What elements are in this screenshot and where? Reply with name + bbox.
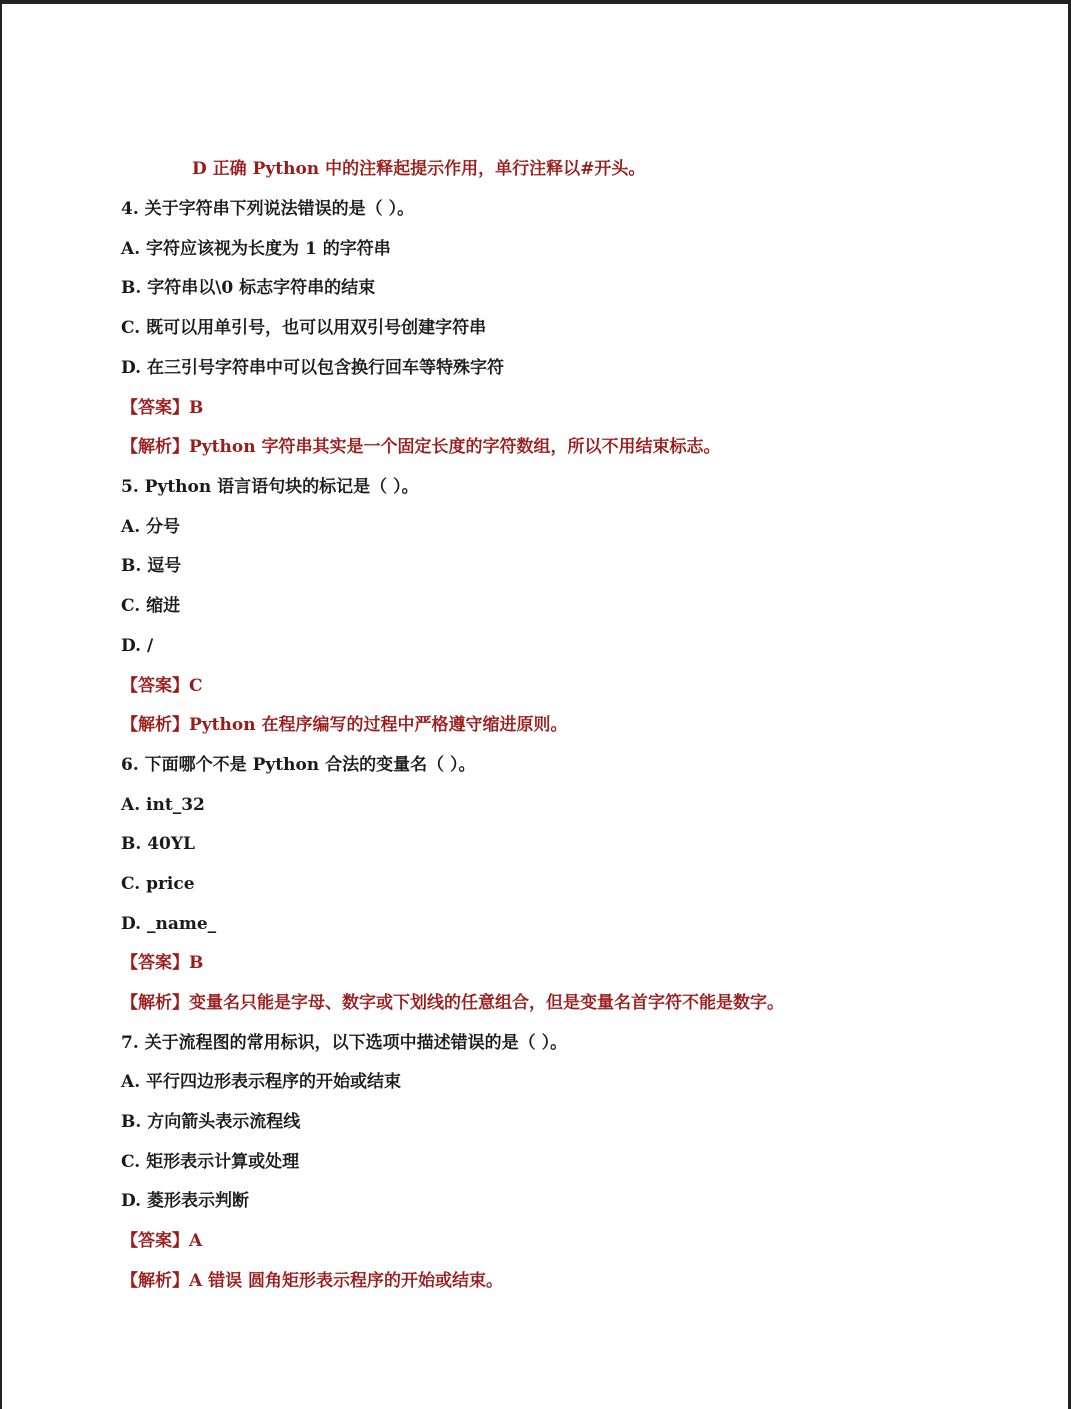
q6-option-d: D. _name_ (121, 914, 217, 934)
q4-option-b: B. 字符串以\0 标志字符串的结束 (121, 278, 376, 298)
question-7: 7. 关于流程图的常用标识，以下选项中描述错误的是（ ）。 (121, 1033, 568, 1053)
q4-explanation: 【解析】Python 字符串其实是一个固定长度的字符数组，所以不用结束标志。 (121, 437, 721, 457)
q7-option-d: D. 菱形表示判断 (121, 1191, 249, 1211)
q6-explanation: 【解析】变量名只能是字母、数字或下划线的任意组合，但是变量名首字符不能是数字。 (121, 993, 784, 1013)
q4-answer: 【答案】B (121, 398, 204, 418)
q7-option-b: B. 方向箭头表示流程线 (121, 1112, 301, 1132)
q3-option-d-explanation: D 正确 Python 中的注释起提示作用，单行注释以#开头。 (192, 159, 646, 179)
q5-explanation: 【解析】Python 在程序编写的过程中严格遵守缩进原则。 (121, 715, 568, 735)
document-page (2, 4, 1068, 1409)
q5-option-c: C. 缩进 (121, 596, 181, 616)
q7-option-c: C. 矩形表示计算或处理 (121, 1152, 300, 1172)
q4-option-d: D. 在三引号字符串中可以包含换行回车等特殊字符 (121, 358, 504, 378)
q6-answer: 【答案】B (121, 953, 204, 973)
q4-option-a: A. 字符应该视为长度为 1 的字符串 (121, 239, 391, 259)
q5-option-d: D. / (121, 636, 154, 656)
question-5: 5. Python 语言语句块的标记是（ ）。 (121, 477, 419, 497)
question-4: 4. 关于字符串下列说法错误的是（ ）。 (121, 199, 415, 219)
q6-option-c: C. price (121, 874, 195, 894)
q7-answer: 【答案】A (121, 1231, 203, 1251)
q5-answer: 【答案】C (121, 676, 203, 696)
q6-option-b: B. 40YL (121, 834, 195, 854)
q7-option-a: A. 平行四边形表示程序的开始或结束 (121, 1072, 402, 1092)
q5-option-b: B. 逗号 (121, 556, 182, 576)
q5-option-a: A. 分号 (121, 517, 181, 537)
q4-option-c: C. 既可以用单引号，也可以用双引号创建字符串 (121, 318, 487, 338)
q7-explanation: 【解析】A 错误 圆角矩形表示程序的开始或结束。 (121, 1271, 504, 1291)
question-6: 6. 下面哪个不是 Python 合法的变量名（ ）。 (121, 755, 476, 775)
q6-option-a: A. int_32 (121, 795, 205, 815)
